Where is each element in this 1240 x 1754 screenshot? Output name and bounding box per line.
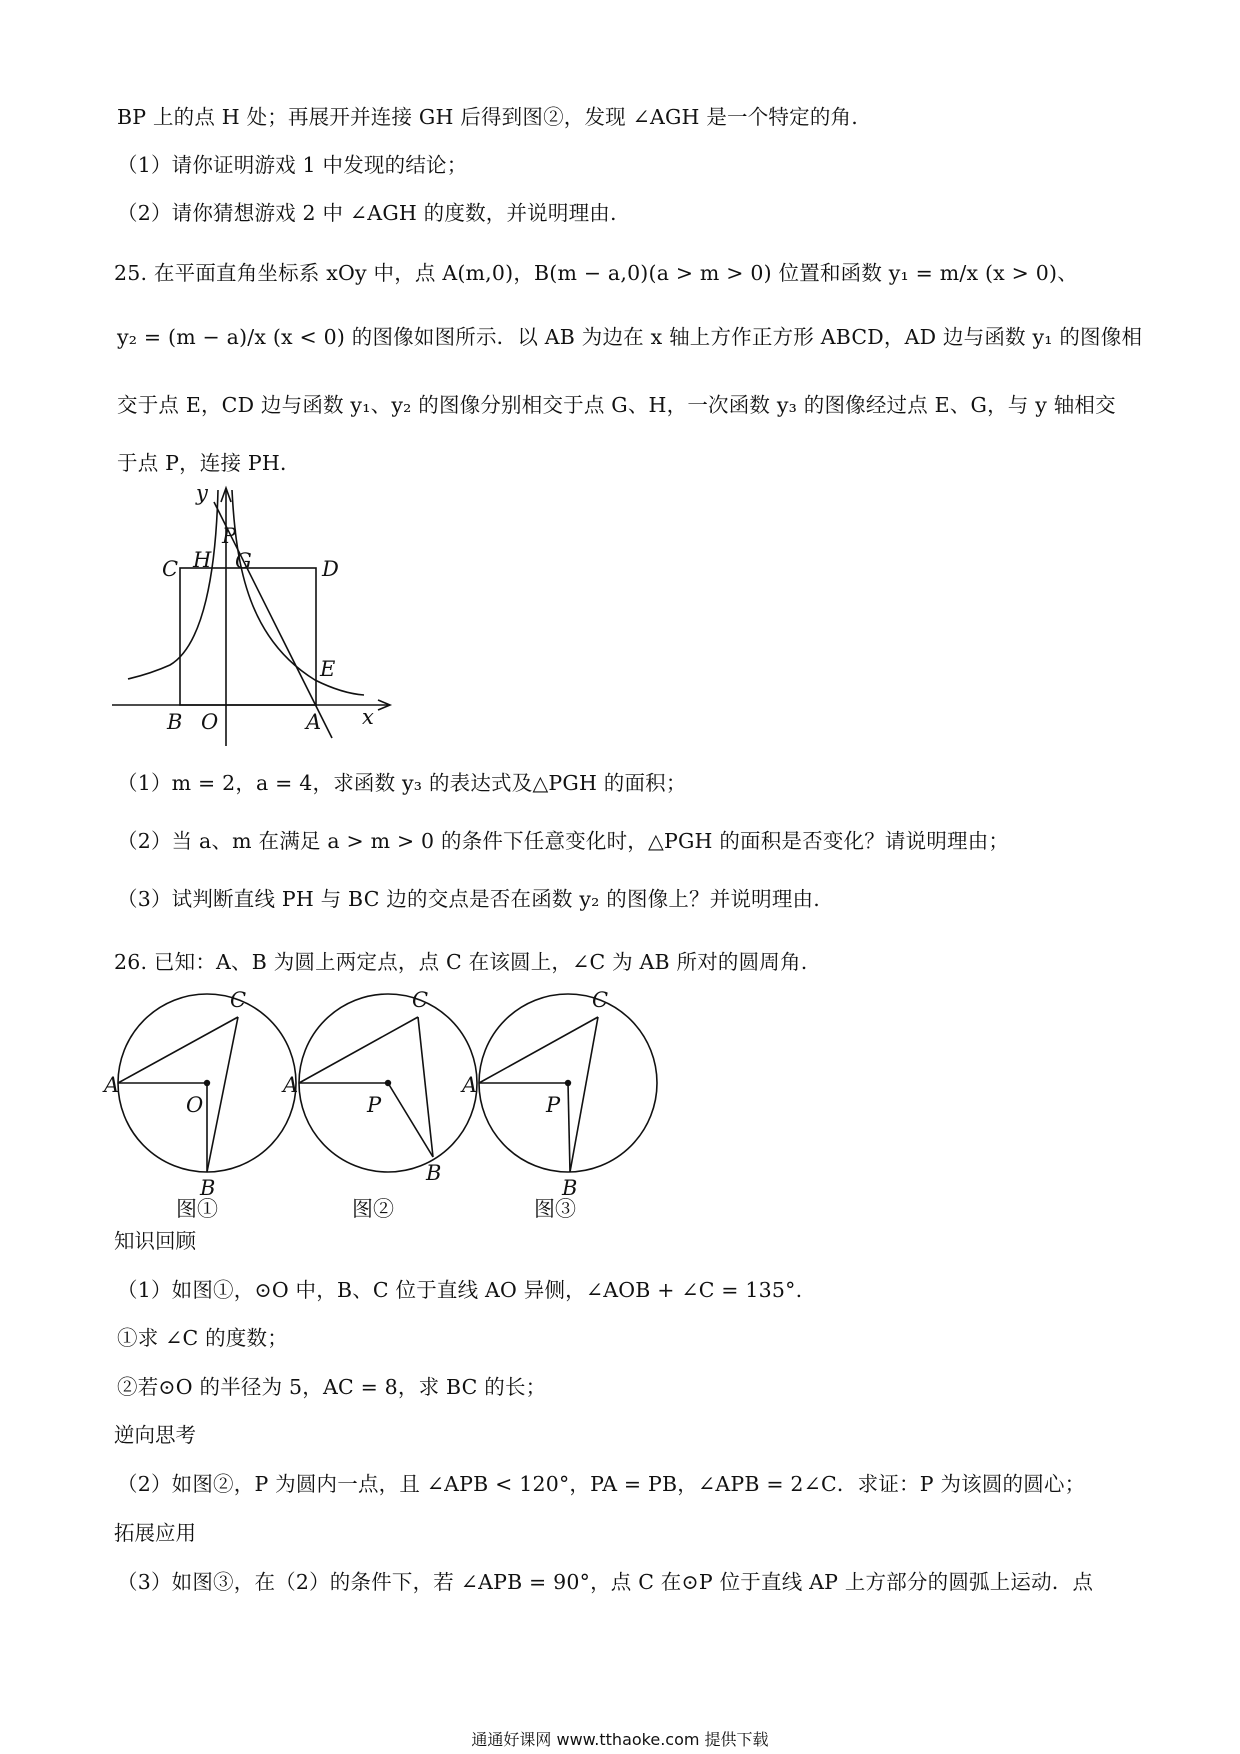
point-P-dot: [565, 1080, 571, 1086]
point-P-dot: [385, 1080, 391, 1086]
q25-part-2: （2）当 a、m 在满足 a > m > 0 的条件下任意变化时，△PGH 的面积是否变化？请说明理由；: [117, 829, 1010, 853]
label-H: H: [193, 548, 212, 572]
label-P: P: [222, 524, 237, 548]
circle-figures-svg: [104, 985, 670, 1225]
label-G: G: [235, 549, 252, 573]
label-C: C: [412, 988, 429, 1012]
label-O: O: [201, 710, 219, 734]
center-dot: [204, 1080, 210, 1086]
label-A: A: [283, 1073, 299, 1097]
label-C: C: [592, 988, 609, 1012]
q25-statement-line-1: 25. 在平面直角坐标系 xOy 中，点 A(m,0)，B(m − a,0)(a > m > 0) 位置和函数 y₁ = m/x (x > 0)、: [114, 261, 1078, 285]
q25-statement-line-2: y₂ = (m − a)/x (x < 0) 的图像如图所示．以 AB 为边在 x 轴上方作正方形 ABCD，AD 边与函数 y₁ 的图像相: [117, 325, 1143, 349]
label-B: B: [167, 710, 183, 734]
figure-3: [460, 988, 657, 1221]
q24-part-1: （1）请你证明游戏 1 中发现的结论；: [117, 153, 468, 177]
q24-part-2: （2）请你猜想游戏 2 中 ∠AGH 的度数，并说明理由.: [117, 201, 617, 225]
q26-part-2: （2）如图②，P 为圆内一点，且 ∠APB < 120°，PA = PB，∠APB = 2∠C．求证：P 为该圆的圆心；: [117, 1472, 1086, 1496]
label-x: x: [362, 705, 374, 729]
q26-part-1: （1）如图①，⊙O 中，B、C 位于直线 AO 异侧，∠AOB + ∠C = 135°.: [117, 1278, 803, 1302]
segment-PB: [568, 1083, 570, 1172]
label-B: B: [200, 1176, 216, 1200]
label-center: O: [186, 1093, 204, 1117]
label-A: A: [462, 1073, 478, 1097]
q25-part-3: （3）试判断直线 PH 与 BC 边的交点是否在函数 y₂ 的图像上？并说明理由.: [117, 887, 820, 911]
segment-AC: [479, 1017, 598, 1083]
q25-statement-line-3: 交于点 E，CD 边与函数 y₁、y₂ 的图像分别相交于点 G、H，一次函数 y₃ 的图像经过点 E、G，与 y 轴相交: [117, 393, 1116, 417]
label-C: C: [230, 988, 247, 1012]
label-E: E: [320, 657, 336, 681]
section-heading-extend: 拓展应用: [114, 1521, 196, 1545]
q26-part-3: （3）如图③，在（2）的条件下，若 ∠APB = 90°，点 C 在⊙P 位于直线 AP 上方部分的圆弧上运动．点: [117, 1570, 1094, 1594]
figure-1-caption: 图①: [176, 1197, 218, 1221]
circle-figures: [104, 985, 670, 1229]
label-A: A: [104, 1073, 120, 1097]
q26-part-1b: ②若⊙O 的半径为 5，AC = 8，求 BC 的长；: [117, 1375, 547, 1399]
page-footer: 通通好课网 www.tthaoke.com 提供下载: [471, 1730, 769, 1749]
q24-text-line: BP 上的点 H 处；再展开并连接 GH 后得到图②，发现 ∠AGH 是一个特定的角.: [117, 105, 858, 129]
label-B: B: [562, 1176, 578, 1200]
label-B: B: [426, 1161, 442, 1185]
section-heading-reverse: 逆向思考: [114, 1423, 196, 1447]
segment-AC: [299, 1017, 418, 1083]
square-ABCD: [180, 568, 316, 705]
label-center: P: [367, 1093, 382, 1117]
label-y: y: [196, 481, 208, 505]
curve-y1: [232, 490, 364, 695]
segment-CB: [570, 1017, 598, 1172]
segment-CB: [207, 1017, 238, 1172]
q26-part-1a: ①求 ∠C 的度数；: [117, 1326, 288, 1350]
label-center: P: [546, 1093, 561, 1117]
q26-statement: 26. 已知：A、B 为圆上两定点，点 C 在该圆上，∠C 为 AB 所对的圆周角.: [114, 950, 808, 974]
function-graph-figure: [110, 480, 410, 754]
curve-y2: [128, 490, 218, 679]
label-D: D: [322, 557, 339, 581]
figure-3-caption: 图③: [534, 1197, 576, 1221]
section-heading-review: 知识回顾: [114, 1229, 196, 1253]
function-graph: [110, 480, 410, 750]
label-A: A: [306, 710, 322, 734]
label-C: C: [162, 557, 179, 581]
segment-AC: [118, 1017, 238, 1083]
figure-2: [281, 988, 477, 1221]
figure-1: [102, 988, 299, 1221]
q25-statement-line-4: 于点 P，连接 PH．: [117, 451, 301, 475]
q25-part-1: （1）m = 2，a = 4，求函数 y₃ 的表达式及△PGH 的面积；: [117, 771, 687, 795]
figure-2-caption: 图②: [352, 1197, 394, 1221]
